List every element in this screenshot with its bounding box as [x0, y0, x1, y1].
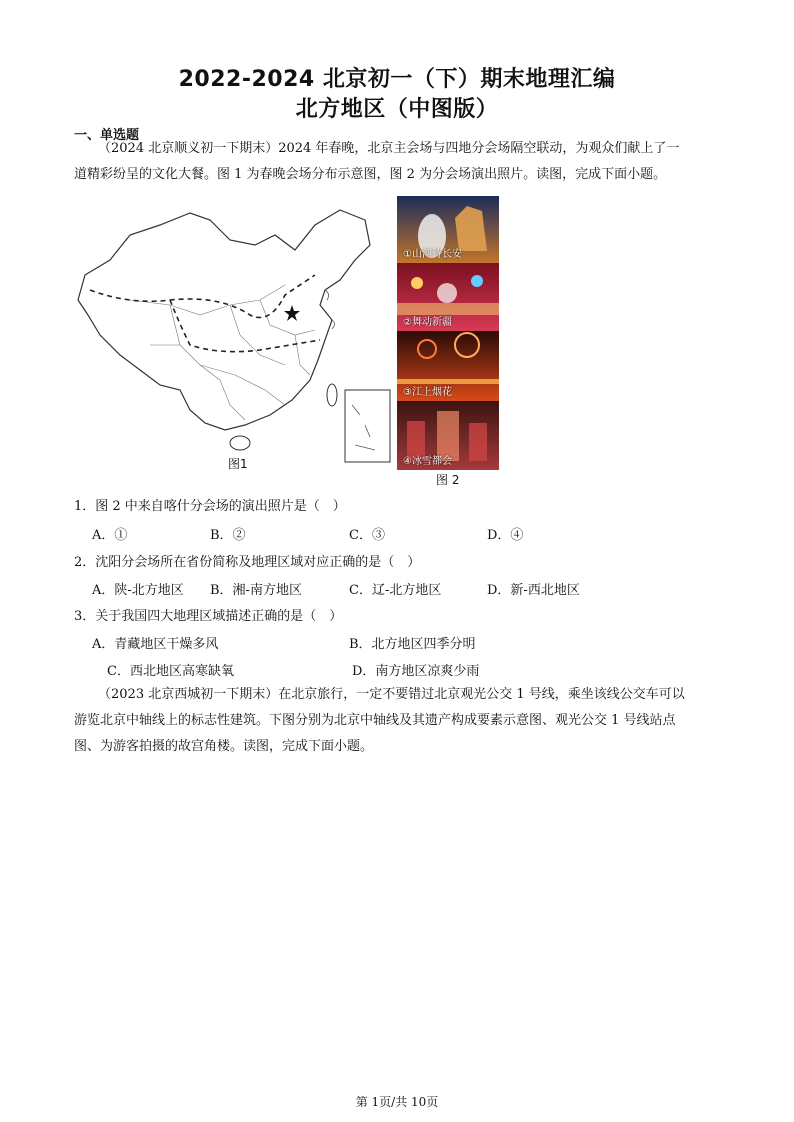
question-2-option-c: C．辽-北方地区: [349, 583, 442, 598]
intro2-line1: （2023 北京西城初一下期末）在北京旅行，一定不要错过北京观光公交 1 号线，乘坐该线公交车可以: [98, 687, 685, 702]
figure1-label: 图1: [228, 457, 248, 471]
photo-3-caption: ③江上烟花: [403, 387, 452, 398]
question-2-stem: 2．沈阳分会场所在省份简称及地理区域对应正确的是（ ）: [74, 555, 421, 570]
question-1-option-d: D．④: [487, 528, 524, 543]
document-title-line1: 2022-2024 北京初一（下）期末地理汇编: [178, 67, 616, 92]
question-2-option-a: A．陕-北方地区: [92, 583, 184, 598]
photo-1-caption: ①山河诗长安: [403, 249, 462, 260]
question-1-option-a: A．①: [92, 528, 128, 543]
question-3-option-d: D．南方地区凉爽少雨: [352, 664, 480, 679]
intro2-line2: 游览北京中轴线上的标志性建筑。下图分别为北京中轴线及其遗产构成要素示意图、观光公交 1 号线站点: [74, 713, 676, 728]
document-title-line2: 北方地区（中图版）: [295, 97, 499, 122]
section-heading: 一、单选题: [74, 128, 140, 143]
photo-4: [397, 401, 499, 470]
page-number: 第 1页/共 10页: [355, 1095, 439, 1109]
photo-2-caption: ②舞动新疆: [403, 317, 452, 328]
question-2-option-b: B．湘-南方地区: [210, 583, 302, 598]
question-3-stem: 3．关于我国四大地理区域描述正确的是（ ）: [74, 609, 343, 624]
beijing-star-icon: [284, 305, 300, 321]
question-1-option-b: B．②: [210, 528, 246, 543]
photo-1: [397, 196, 499, 263]
photo-3: [397, 331, 499, 401]
question-3-option-a: A．青藏地区干燥多风: [92, 637, 219, 652]
question-3-option-b: B．北方地区四季分明: [349, 637, 476, 652]
question-2-option-d: D．新-西北地区: [487, 583, 580, 598]
figure1-china-map: [70, 205, 395, 475]
question-3-option-c: C．西北地区高寒缺氧: [107, 664, 234, 679]
intro1-line1: （2024 北京顺义初一下期末）2024 年春晚，北京主会场与四地分会场隔空联动，为观众们献上了一: [98, 141, 680, 156]
intro2-line3: 图、为游客拍摄的故宫角楼。读图，完成下面小题。: [74, 739, 374, 754]
china-map-outline: [70, 205, 395, 475]
question-1-option-c: C．③: [349, 528, 385, 543]
question-1-stem: 1．图 2 中来自喀什分会场的演出照片是（ ）: [74, 499, 346, 514]
photo-2: [397, 263, 499, 331]
figure2-label: 图 2: [436, 473, 460, 487]
photo-4-caption: ④冰雪都会: [403, 456, 452, 467]
intro1-line2: 道精彩纷呈的文化大餐。图 1 为春晚会场分布示意图，图 2 为分会场演出照片。读图，完成下面小题。: [74, 167, 667, 182]
